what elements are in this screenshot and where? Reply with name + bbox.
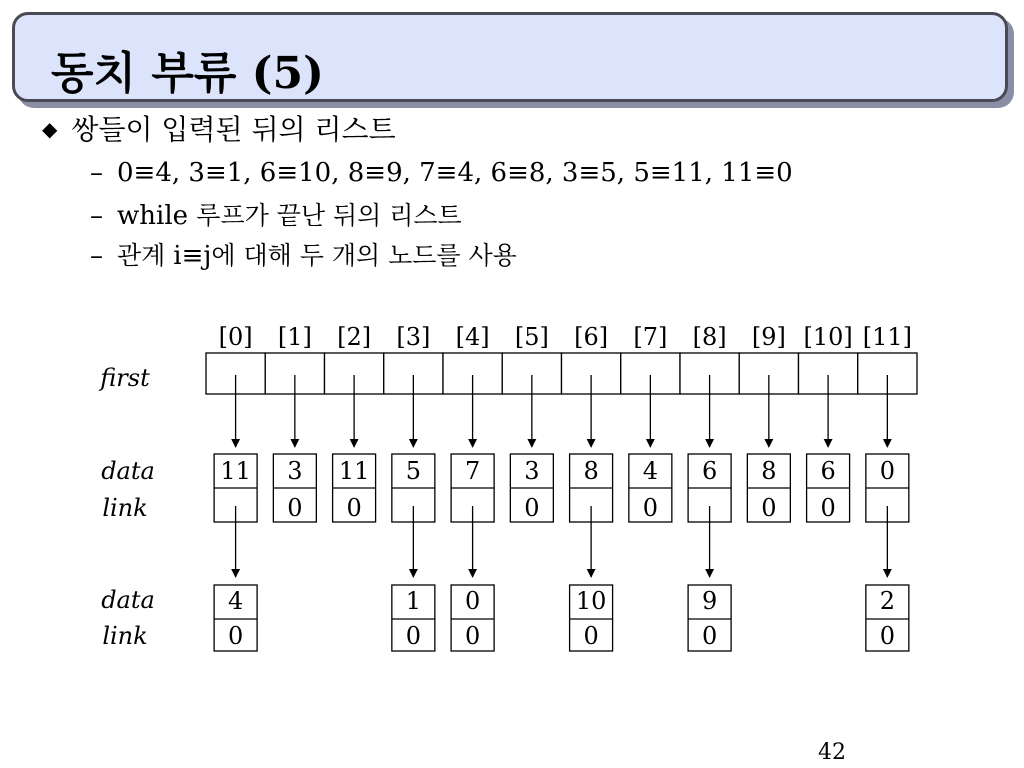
- index-label: [3]: [396, 323, 431, 351]
- node-link: 0: [583, 622, 599, 650]
- node-data: 9: [701, 587, 718, 615]
- node-link: 0: [464, 622, 481, 650]
- node-link: 0: [287, 494, 303, 522]
- dash-bullet-icon: –: [90, 241, 103, 271]
- node-link: 0: [346, 494, 362, 522]
- node-link: 0: [701, 622, 718, 650]
- node-data: 8: [761, 457, 777, 485]
- node-data: 3: [287, 457, 303, 485]
- index-label: [4]: [455, 323, 490, 351]
- index-label: [2]: [337, 323, 372, 351]
- dash-bullet-icon: –: [90, 158, 103, 188]
- node-link: 0: [879, 622, 895, 650]
- index-label: [7]: [633, 323, 668, 351]
- data-row-label: data: [101, 586, 155, 614]
- first-label: first: [100, 364, 150, 392]
- data-row-label: data: [101, 457, 155, 485]
- node-data: 11: [338, 457, 370, 485]
- sub-bullet-text: 관계: [117, 241, 174, 270]
- dash-bullet-icon: –: [90, 201, 103, 231]
- index-label: [6]: [574, 323, 609, 351]
- node-link: 0: [227, 622, 244, 650]
- node-link: 0: [761, 494, 777, 522]
- index-label: [10]: [803, 323, 853, 351]
- main-bullet-text: 쌍들이 입력된 뒤의 리스트: [71, 113, 396, 146]
- node-data: 11: [220, 457, 251, 485]
- index-label: [1]: [277, 323, 312, 351]
- node-data: 4: [227, 587, 244, 615]
- sub-bullet-text: 0≡4, 3≡1, 6≡10, 8≡9, 7≡4, 6≡8, 3≡5, 5≡11, 11≡0: [117, 158, 793, 188]
- page-number: 42: [818, 740, 846, 765]
- node-link: 0: [405, 622, 421, 650]
- node-data: 4: [642, 457, 658, 485]
- node-data: 7: [464, 457, 481, 485]
- link-row-label: link: [102, 494, 148, 522]
- node-data: 10: [575, 587, 607, 615]
- index-label: [8]: [692, 323, 727, 351]
- node-data: 2: [879, 587, 895, 615]
- sub-bullet-text: 루프가 끝난 뒤의 리스트: [196, 201, 462, 230]
- node-link: 0: [524, 494, 540, 522]
- title-paren: (5): [251, 48, 324, 99]
- diamond-bullet-icon: ◆: [42, 117, 58, 141]
- sub-bullet-text: i≡j: [173, 241, 212, 271]
- index-label: [0]: [218, 323, 253, 351]
- node-data: 6: [820, 457, 836, 485]
- title-main: 동치 부류: [51, 48, 252, 99]
- node-link: 0: [820, 494, 836, 522]
- node-data: 3: [524, 457, 540, 485]
- node-data: 6: [701, 457, 718, 485]
- node-data: 8: [583, 457, 599, 485]
- index-label: [11]: [862, 323, 912, 351]
- node-data: 5: [405, 457, 421, 485]
- index-label: [9]: [751, 323, 786, 351]
- node-data: 1: [405, 587, 421, 615]
- link-row-label: link: [102, 622, 148, 650]
- index-label: [5]: [514, 323, 549, 351]
- node-link: 0: [642, 494, 658, 522]
- sub-bullet-text: 에 대해 두 개의 노드를 사용: [211, 241, 517, 270]
- node-data: 0: [879, 457, 895, 485]
- sub-bullet-text: while: [117, 201, 197, 231]
- node-data: 0: [464, 587, 481, 615]
